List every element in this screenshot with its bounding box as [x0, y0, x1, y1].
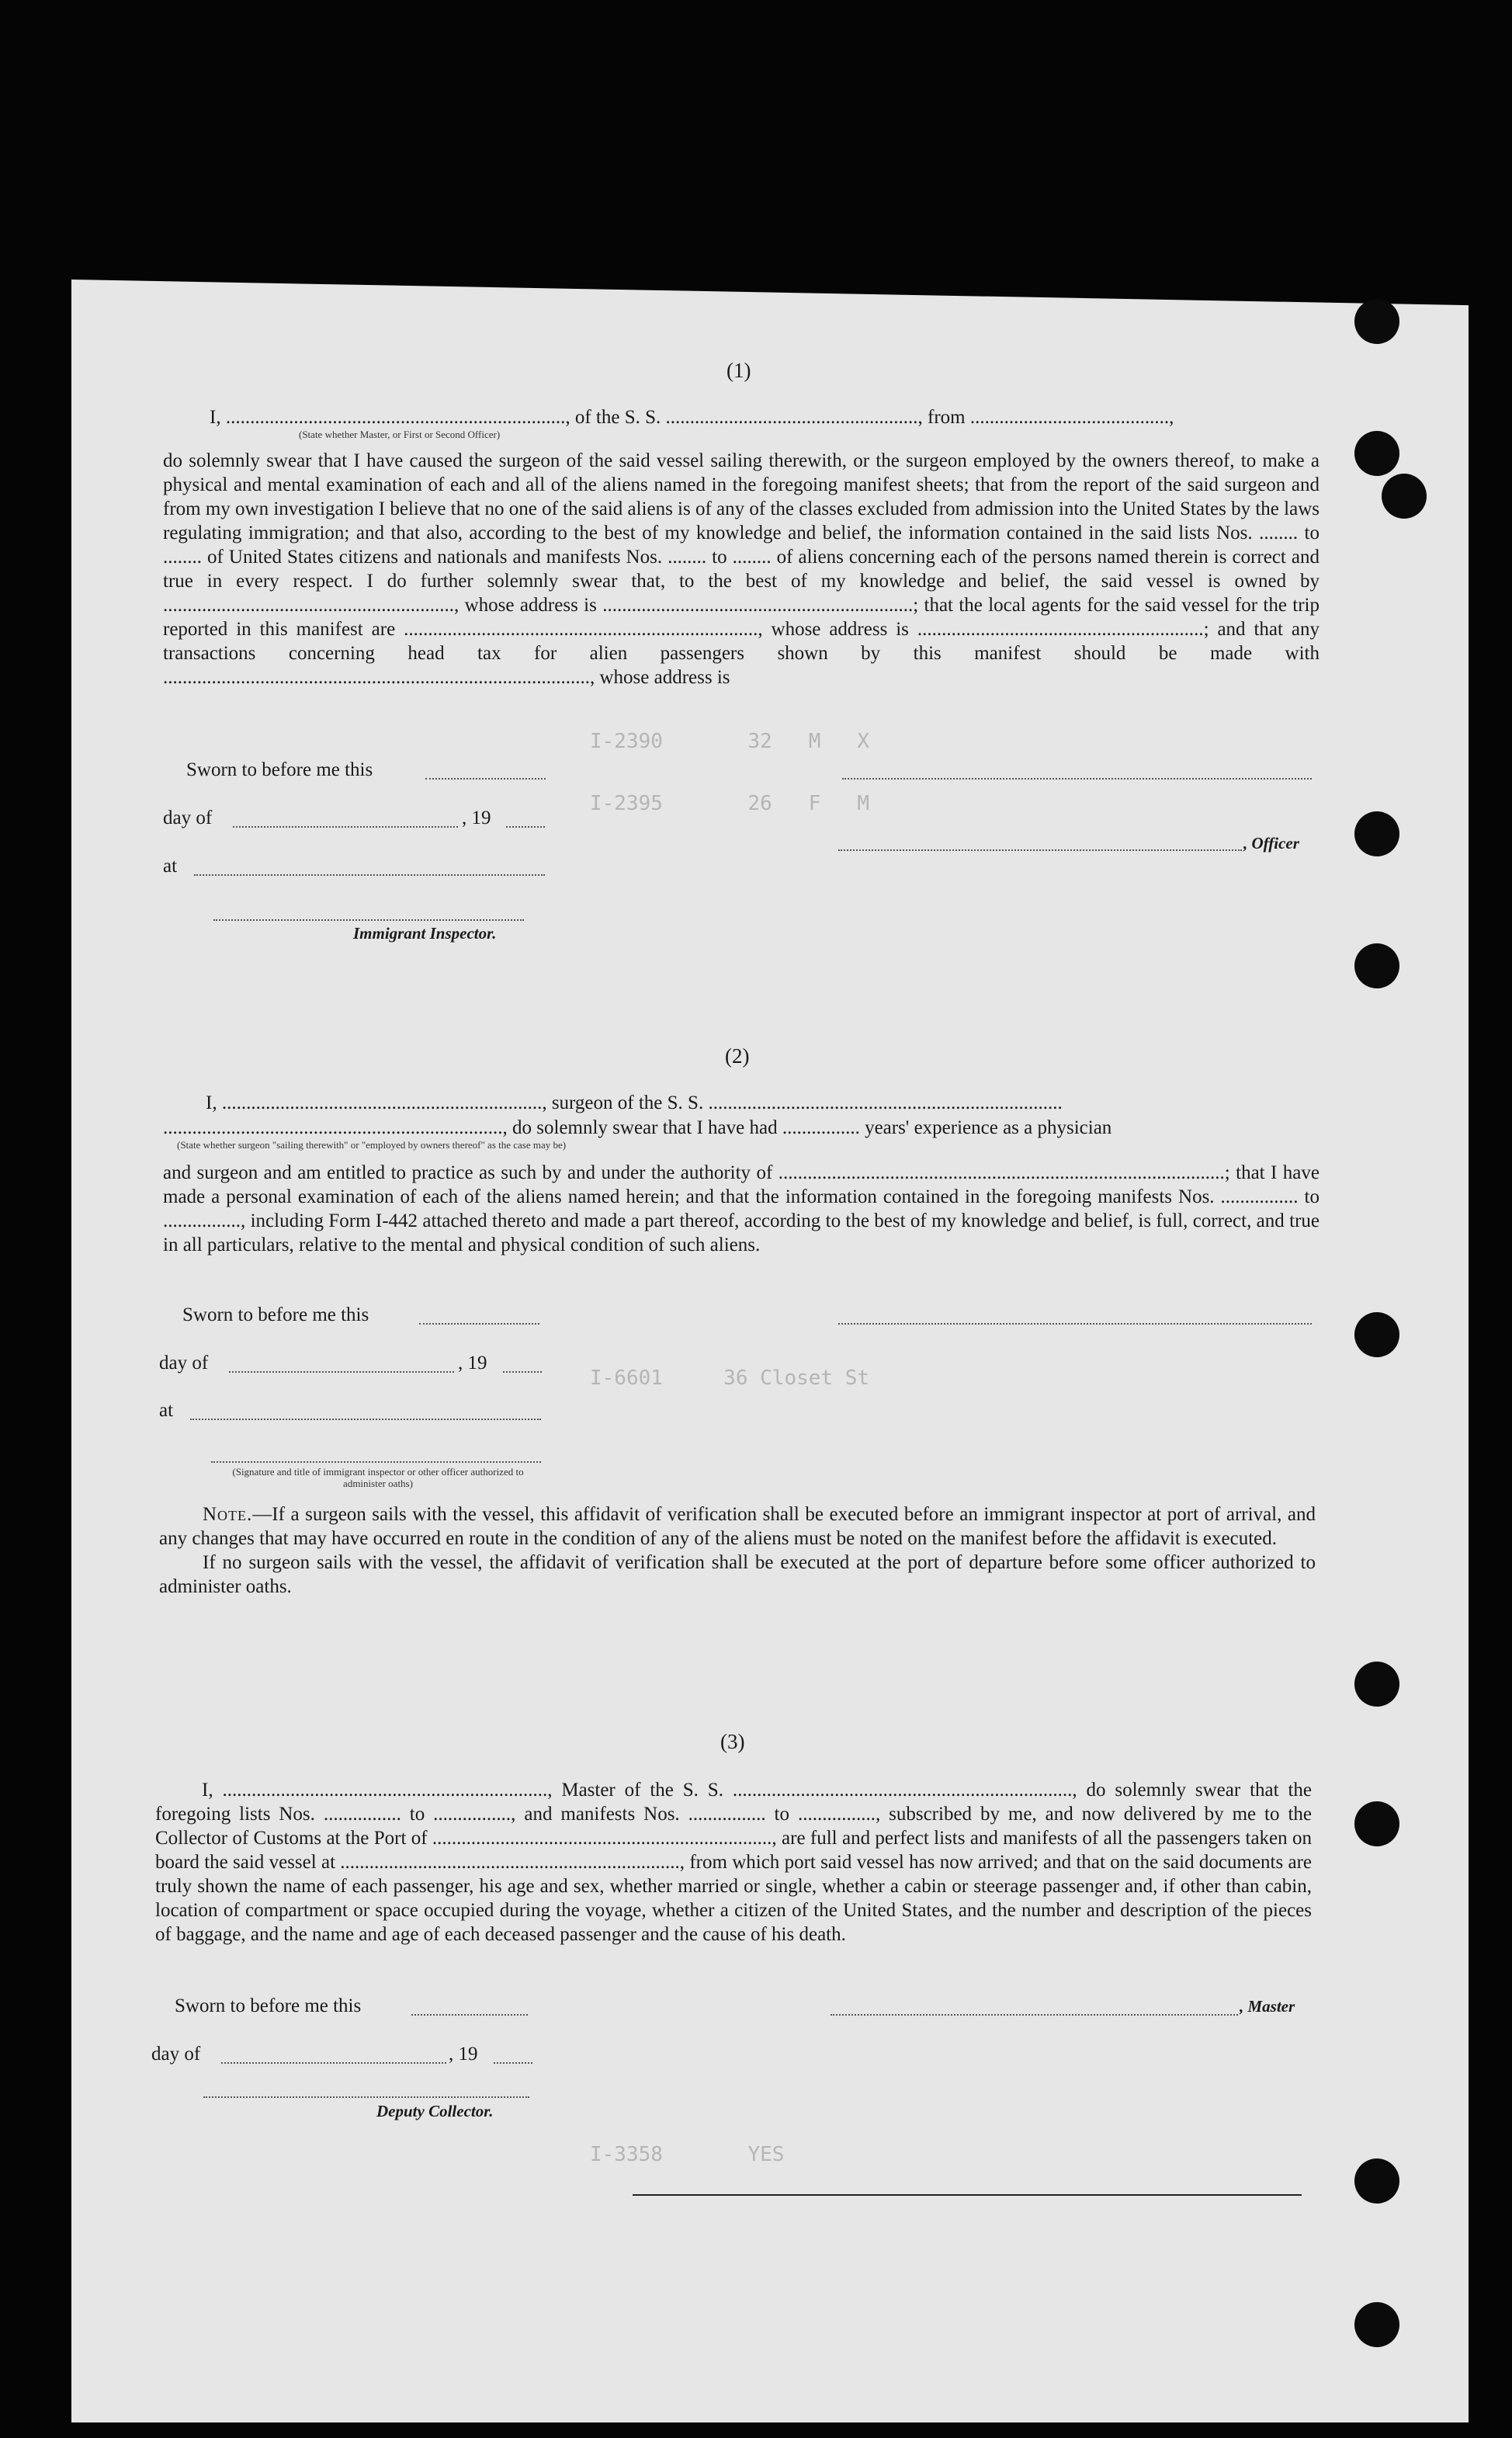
binder-hole: [1354, 2158, 1399, 2204]
note-label: Note.: [203, 1504, 253, 1525]
bleed-through-texture: I-2395 26 F M: [590, 792, 870, 815]
affidavit-2-note2-text: If no surgeon sails with the vessel, the affidavit of verification shall be executed at the port of departure before some officer authorized to administer oaths.: [159, 1552, 1316, 1597]
bottom-rule: [633, 2194, 1302, 2196]
binder-hole: [1354, 2302, 1399, 2347]
affidavit-3-master-label: , Master: [1240, 1997, 1295, 2016]
binder-hole: [1354, 1312, 1399, 1357]
affidavit-1-officer-field[interactable]: [838, 849, 1242, 851]
binder-hole: [1354, 1662, 1399, 1707]
affidavit-3-sworn-field[interactable]: [411, 2014, 528, 2016]
affidavit-2-at-field[interactable]: [190, 1419, 541, 1420]
affidavit-1-officer-signature-field[interactable]: [842, 778, 1312, 780]
affidavit-2-sworn-field[interactable]: [419, 1323, 539, 1325]
binder-hole: [1354, 811, 1399, 856]
affidavit-2-year-field[interactable]: [503, 1371, 542, 1373]
affidavit-1-opening-text: I, ......................................................................, of the S. S. ...................................................., from .........................................,: [210, 407, 1174, 428]
affidavit-2-signature-field[interactable]: [838, 1323, 1312, 1325]
affidavit-1-day-label: day of: [163, 807, 213, 828]
affidavit-2-number: (2): [725, 1044, 750, 1068]
affidavit-2-sworn-label: Sworn to before me this: [182, 1304, 369, 1325]
affidavit-3-year-field[interactable]: [494, 2062, 532, 2064]
note-body: —If a surgeon sails with the vessel, this affidavit of verification shall be executed before an immigrant inspector at port of arrival, and any changes that may have occurred en route in the condition of any of the aliens must be noted on the manifest before the affidavit is executed.: [159, 1504, 1316, 1549]
affidavit-2-at-label: at: [159, 1400, 174, 1421]
affidavit-2-caption: (State whether surgeon "sailing therewith" or "employed by owners thereof" as the case may be): [177, 1139, 567, 1151]
affidavit-1-number: (1): [727, 359, 751, 382]
affidavit-3-body: [155, 1778, 1312, 1947]
affidavit-1-caption: (State whether Master, or First or Second Officer): [299, 429, 501, 440]
affidavit-2-day-field[interactable]: [229, 1371, 454, 1373]
affidavit-1-opening: [210, 405, 1320, 429]
affidavit-1-sworn-label: Sworn to before me this: [186, 759, 373, 780]
affidavit-3-day-field[interactable]: [221, 2062, 446, 2064]
affidavit-2-body: [163, 1161, 1320, 1257]
affidavit-1-at-label: at: [163, 856, 178, 877]
affidavit-1-body: [163, 449, 1320, 689]
affidavit-3-deputy-field[interactable]: [203, 2096, 529, 2098]
binder-hole: [1382, 474, 1427, 519]
binder-hole: [1354, 1801, 1399, 1846]
affidavit-2-note: [159, 1502, 1316, 1599]
affidavit-3-master-signature-field[interactable]: [831, 2014, 1238, 2016]
affidavit-1-day-field[interactable]: [233, 826, 458, 828]
affidavit-3-sworn-label: Sworn to before me this: [175, 1995, 362, 2016]
affidavit-1-year-label: , 19: [462, 807, 491, 828]
affidavit-3-number: (3): [720, 1730, 745, 1753]
bleed-through-texture: I-6601 36 Closet St: [590, 1367, 870, 1390]
bleed-through-texture: I-3358 YES: [590, 2143, 785, 2166]
affidavit-2-year-label: , 19: [458, 1353, 487, 1374]
affidavit-2-line1: [206, 1091, 1320, 1115]
affidavit-2-officer-signature-field[interactable]: [211, 1461, 541, 1463]
affidavit-1-sworn-field[interactable]: [425, 778, 546, 780]
affidavit-1-at-field[interactable]: [194, 874, 545, 876]
affidavit-3-body-text: I, ..................................................................., Master of the S. S. ......................................................................, do solemnly swear that the foregoing lists Nos. ................ to ................, and manifests Nos. ................ to ................, subscribed by me, and now delivered by me to the Collector of Customs at the Port of ......................................................................, are full and perfect lists and manifests of all the passengers taken on board the said vessel at ......................................................................, from which port said vessel has now arrived; and that on the said documents are truly shown the name of each passenger, his age and sex, whether married or single, whether a cabin or steerage passenger and, if other than cabin, location of compartment or space occupied during the voyage, whether a citizen of the United States, and the number and description of the pieces of baggage, and the name and age of each deceased passenger and the cause of his death.: [155, 1780, 1312, 1945]
affidavit-1-inspector-label: Immigrant Inspector.: [353, 924, 497, 943]
affidavit-3-day-label: day of: [151, 2044, 201, 2065]
affidavit-2-line2-text: ......................................................................, do solemnly swear that I have had ................ years' experience as a physician: [163, 1117, 1112, 1138]
affidavit-2-line1-text: I, .................................................................., surgeon of the S. S. .........................................................................: [206, 1092, 1063, 1113]
binder-hole: [1354, 299, 1399, 344]
binder-hole: [1354, 431, 1399, 476]
affidavit-1-body-text: do solemnly swear that I have caused the surgeon of the said vessel sailing therewith, or the surgeon employed by the owners thereof, to make a physical and mental examination of each and all of the aliens named in the foregoing manifest sheets; that from the report of the said surgeon and from my own investigation I believe that no one of the said aliens is of any of the classes excluded from admission into the United States by the laws regulating immigration; and that also, according to the best of my knowledge and belief, the information contained in the said lists Nos. ........ to ........ of United States citizens and nationals and manifests Nos. ........ to ........ of aliens concerning each of the persons named therein is correct and true in every respect. I do further solemnly swear that, to the best of my knowledge and belief, the said vessel is owned by ............................................................, whose address is ................................................................; that the local agents for the said vessel for the trip reported in this manifest are ........................................................................., whose address is ...........................................................; and that any transactions concerning head tax for alien passengers shown by this manifest should be made with ........................................................................................, whose address is: [163, 450, 1320, 688]
affidavit-1-year-field[interactable]: [506, 826, 545, 828]
affidavit-2-note-text: [159, 1502, 1316, 1551]
affidavit-2-line2: [163, 1116, 1320, 1140]
affidavit-2-signature-caption: (Signature and title of immigrant inspector or other officer authorized to administer oaths): [232, 1466, 524, 1489]
affidavit-2-day-label: day of: [159, 1353, 209, 1374]
bleed-through-texture: I-2390 32 M X: [590, 730, 870, 753]
affidavit-3-deputy-label: Deputy Collector.: [376, 2102, 494, 2120]
affidavit-2-body-text: and surgeon and am entitled to practice as such by and under the authority of ............................................................................................; that I have made a personal examination of each of the aliens named herein; and that the information contained in the foregoing manifests Nos. ................ to ................, including Form I-442 attached thereto and made a part thereof, according to the best of my knowledge and belief, is full, correct, and true in all particulars, relative to the mental and physical condition of such aliens.: [163, 1162, 1320, 1255]
binder-hole: [1354, 943, 1399, 988]
affidavit-1-inspector-field[interactable]: [213, 919, 524, 921]
affidavit-1-officer-label: , Officer: [1243, 834, 1299, 853]
affidavit-3-year-label: , 19: [449, 2044, 478, 2065]
